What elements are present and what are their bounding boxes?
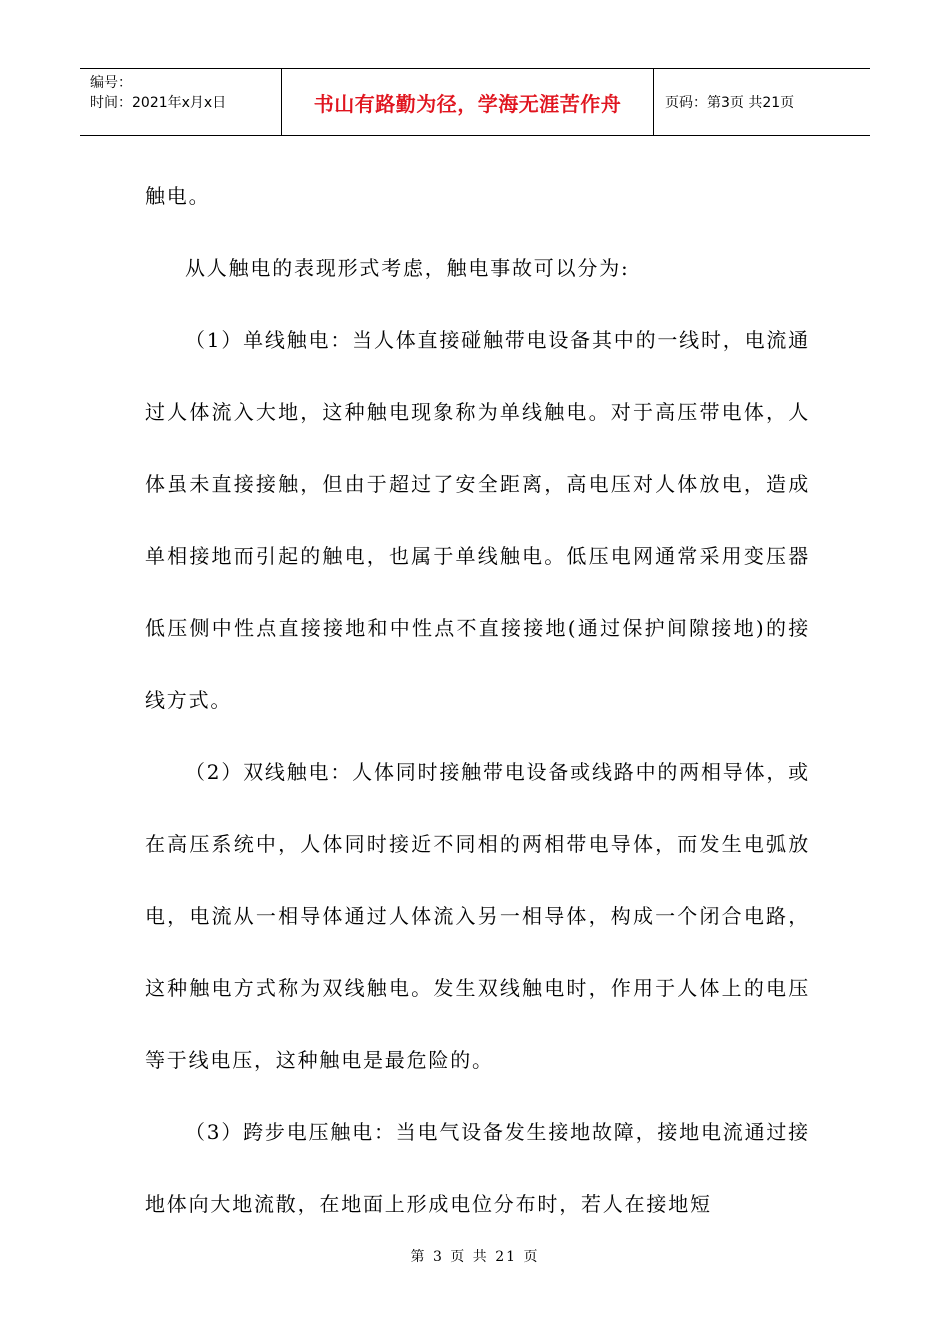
header-meta (90, 73, 226, 113)
document-number-label: 编号： (90, 75, 132, 91)
header-motto: 书山有路勤为径，学海无涯苦作舟 (313, 91, 622, 116)
paragraph: （2）双线触电：人体同时接触带电设备或线路中的两相导体，或在高压系统中，人体同时接近不同相的两相带电导体，而发生电弧放电，电流从一相导体通过人体流入另一相导体，构成一个闭合电路，这种触电方式称为双线触电。发生双线触电时，作用于人体上的电压等于线电压，这种触电是最危险的。 (145, 760, 810, 1072)
document-body (145, 160, 810, 1240)
header-divider (653, 69, 654, 135)
page-footer: 第 3 页 共 21 页 (410, 1249, 540, 1265)
document-time-label: 时间：2021年x月x日 (90, 95, 227, 111)
header-page-label: 页码：第3页 共21页 (665, 95, 795, 111)
paragraph: （1）单线触电：当人体直接碰触带电设备其中的一线时，电流通过人体流入大地，这种触电现象称为单线触电。对于高压带电体，人体虽未直接接触，但由于超过了安全距离，高电压对人体放电，造成单相接地而引起的触电，也属于单线触电。低压电网通常采用变压器低压侧中性点直接接地和中性点不直接接地(通过保护间隙接地)的接线方式。 (145, 328, 810, 712)
page-header (80, 68, 870, 136)
paragraph: 触电。 (145, 184, 211, 208)
paragraph: 从人触电的表现形式考虑，触电事故可以分为: (185, 256, 630, 280)
paragraph: （3）跨步电压触电：当电气设备发生接地故障，接地电流通过接地体向大地流散，在地面上形成电位分布时，若人在接地短 (145, 1120, 810, 1216)
